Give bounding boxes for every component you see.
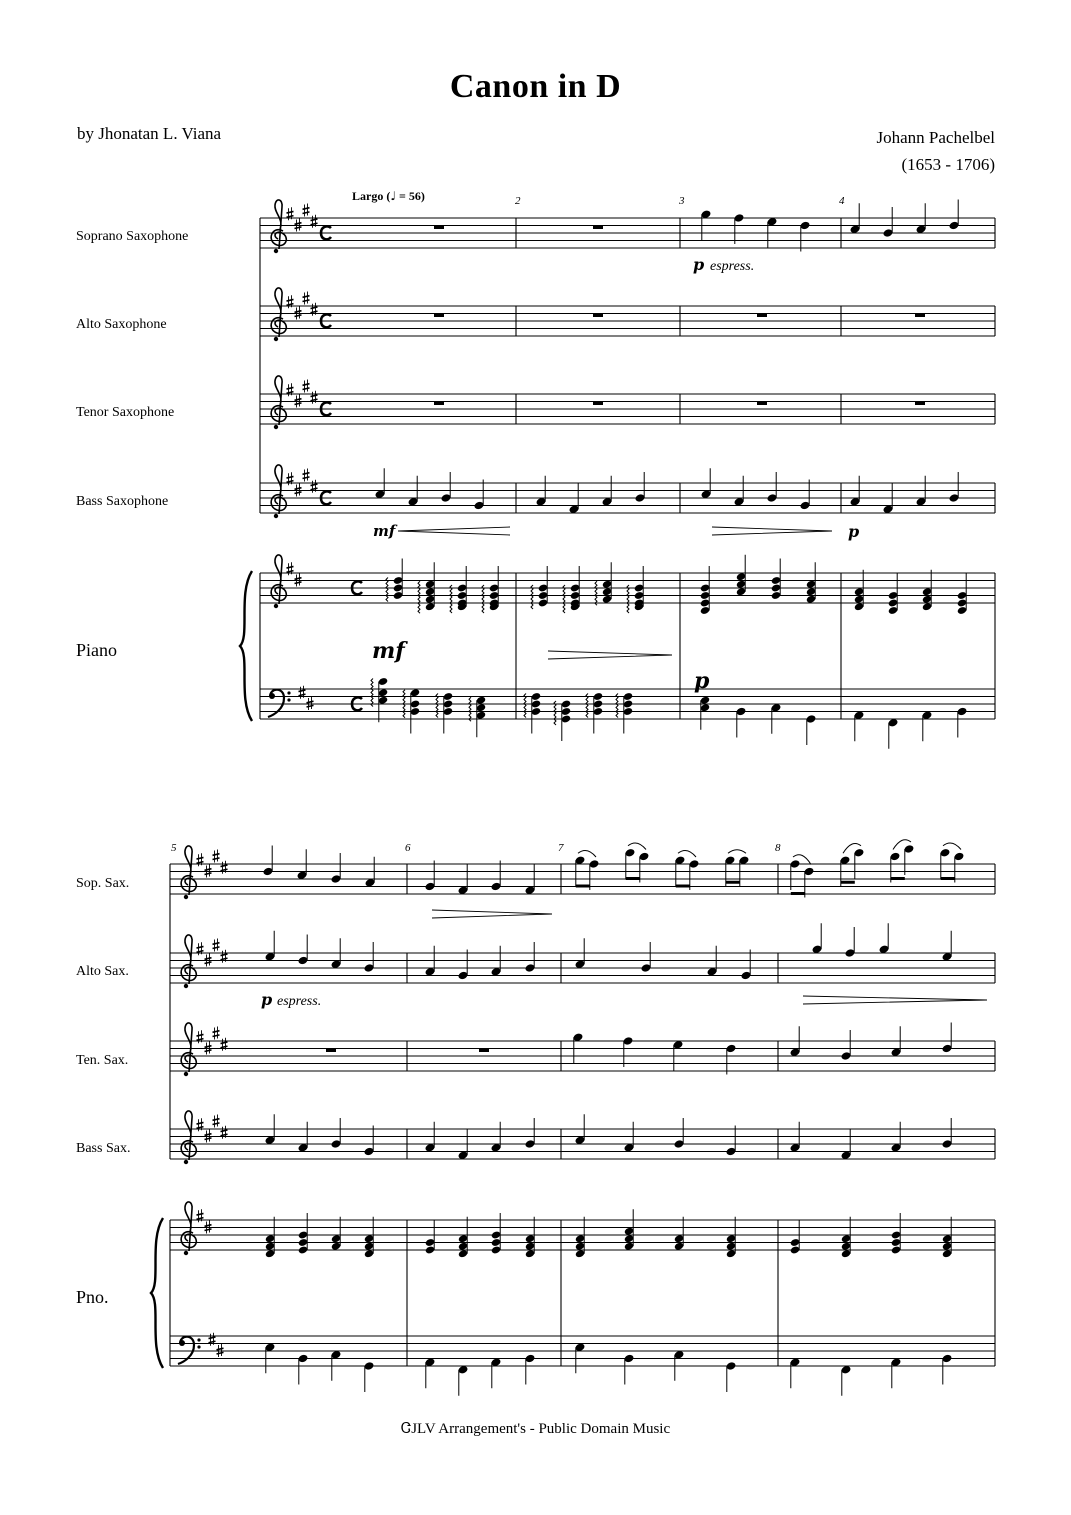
whole-rest <box>915 314 925 318</box>
chord-note-head <box>570 583 580 592</box>
dynamic-p: p <box>848 522 860 541</box>
piano-bass-staff <box>170 1336 995 1366</box>
chord-note-head <box>674 1242 684 1251</box>
chord-note-head <box>888 591 898 600</box>
chord-note-head <box>854 602 864 611</box>
chord-note-head <box>726 1249 736 1258</box>
whole-rest <box>434 226 444 230</box>
saxophone-staff <box>170 864 995 894</box>
chord-note-head <box>623 692 633 701</box>
tempo-value: = 56) <box>396 189 425 203</box>
chord-note-head <box>531 707 541 716</box>
treble-clef-icon <box>181 1111 196 1164</box>
sharp-icon <box>213 1115 220 1128</box>
treble-clef-icon <box>271 288 286 341</box>
chord-note-head <box>525 1242 535 1251</box>
chord-note-head <box>265 1249 275 1258</box>
measure-number: 4 <box>839 195 845 207</box>
chord-note-head <box>364 1249 374 1258</box>
chord-note-head <box>570 591 580 600</box>
chord-note-head <box>771 576 781 585</box>
instrument-label-alto: Alto Sax. <box>76 964 129 979</box>
chord-note-head <box>593 699 603 708</box>
chord-note-head <box>364 1234 374 1243</box>
treble-clef-icon <box>271 555 286 608</box>
chord-note-head <box>525 1249 535 1258</box>
instrument-label-soprano: Sop. Sax. <box>76 876 130 891</box>
chord-note-head <box>538 583 548 592</box>
sharp-icon <box>295 574 302 587</box>
chord-note-head <box>491 1238 501 1247</box>
treble-clef-icon <box>271 465 286 518</box>
chord-note-head <box>561 714 571 723</box>
chord-note-head <box>602 580 612 589</box>
sharp-icon <box>213 939 220 952</box>
chord-note-head <box>425 1245 435 1254</box>
chord-note-head <box>476 703 486 712</box>
chord-note-head <box>378 677 388 686</box>
dynamic-p: p <box>261 990 273 1009</box>
sharp-icon <box>295 219 302 232</box>
chord-note-head <box>942 1249 952 1258</box>
chord-note-head <box>771 591 781 600</box>
chord-note-head <box>602 595 612 604</box>
measure-number: 5 <box>171 842 177 854</box>
chord-note-head <box>489 583 499 592</box>
chord-note-head <box>624 1234 634 1243</box>
chord-note-head <box>624 1227 634 1236</box>
whole-rest <box>326 1049 336 1053</box>
chord-note-head <box>700 606 710 615</box>
chord-note-head <box>888 598 898 607</box>
chord-note-head <box>957 591 967 600</box>
chord-note-head <box>457 583 467 592</box>
chord-note-head <box>957 598 967 607</box>
chord-note-head <box>538 591 548 600</box>
chord-note-head <box>443 699 453 708</box>
chord-note-head <box>575 1249 585 1258</box>
dynamic-mf: mf <box>373 522 396 540</box>
arpeggio-mark <box>450 585 452 613</box>
chord-note-head <box>425 602 435 611</box>
instrument-label-piano: Pno. <box>76 1287 109 1307</box>
arpeggio-mark <box>554 701 556 725</box>
arpeggio-mark <box>418 581 420 613</box>
instrument-label-tenor: Tenor Saxophone <box>76 405 175 420</box>
chord-note-head <box>700 703 710 712</box>
chord-note-head <box>841 1249 851 1258</box>
quarter-note-icon: ♩ <box>390 189 396 203</box>
whole-rest <box>757 402 767 406</box>
chord-note-head <box>771 583 781 592</box>
whole-rest <box>593 402 603 406</box>
tempo-label: Largo ( <box>352 189 391 203</box>
treble-clef-icon <box>181 1023 196 1076</box>
whole-rest <box>757 314 767 318</box>
sharp-icon <box>295 395 302 408</box>
chord-note-head <box>593 707 603 716</box>
chord-note-head <box>700 696 710 705</box>
arpeggio-mark <box>595 581 597 605</box>
chord-note-head <box>624 1242 634 1251</box>
decrescendo-hairpin <box>803 996 987 1004</box>
saxophone-staff <box>260 306 995 336</box>
chord-note-head <box>265 1242 275 1251</box>
arpeggio-mark <box>531 585 533 609</box>
treble-clef-icon <box>271 200 286 253</box>
measure-number: 2 <box>515 195 521 207</box>
instrument-label-bass: Bass Sax. <box>76 1141 131 1156</box>
sharp-icon <box>217 1344 224 1357</box>
whole-rest <box>479 1049 489 1053</box>
score-title: Canon in D <box>449 68 622 105</box>
chord-note-head <box>443 692 453 701</box>
chord-note-head <box>922 587 932 596</box>
sharp-icon <box>205 954 212 967</box>
chord-note-head <box>298 1238 308 1247</box>
whole-rest <box>434 314 444 318</box>
treble-clef-icon <box>181 1202 196 1255</box>
bass-clef-icon <box>268 690 291 717</box>
chord-note-head <box>942 1234 952 1243</box>
chord-note-head <box>891 1230 901 1239</box>
chord-note-head <box>891 1238 901 1247</box>
chord-note-head <box>298 1245 308 1254</box>
chord-note-head <box>458 1249 468 1258</box>
treble-clef-icon <box>181 846 196 899</box>
decrescendo-hairpin <box>432 910 552 918</box>
chord-note-head <box>491 1245 501 1254</box>
chord-note-head <box>634 583 644 592</box>
whole-rest <box>915 402 925 406</box>
footer-copyright: ᏣJLV Arrangement's - Public Domain Music <box>400 1421 671 1437</box>
arranger-credit: by Jhonatan L. Viana <box>77 124 222 143</box>
sharp-icon <box>295 484 302 497</box>
treble-clef-icon <box>181 935 196 988</box>
instrument-label-alto: Alto Saxophone <box>76 317 167 332</box>
chord-note-head <box>476 696 486 705</box>
chord-note-head <box>331 1234 341 1243</box>
dynamic-p: p <box>693 255 705 274</box>
chord-note-head <box>531 692 541 701</box>
chord-note-head <box>623 707 633 716</box>
chord-note-head <box>634 591 644 600</box>
slur <box>578 850 596 857</box>
chord-note-head <box>531 699 541 708</box>
chord-note-head <box>736 587 746 596</box>
chord-note-head <box>458 1242 468 1251</box>
chord-note-head <box>726 1234 736 1243</box>
chord-note-head <box>957 606 967 615</box>
decrescendo-hairpin <box>712 527 832 535</box>
chord-note-head <box>265 1234 275 1243</box>
arpeggio-mark <box>469 697 471 721</box>
instrument-label-tenor: Ten. Sax. <box>76 1053 129 1068</box>
chord-note-head <box>457 591 467 600</box>
sharp-icon <box>205 1042 212 1055</box>
chord-note-head <box>700 591 710 600</box>
chord-note-head <box>393 583 403 592</box>
measure-number: 8 <box>775 842 781 854</box>
saxophone-staff <box>170 1041 995 1071</box>
chord-note-head <box>458 1234 468 1243</box>
chord-note-head <box>443 707 453 716</box>
chord-note-head <box>476 711 486 720</box>
instrument-label-piano: Piano <box>76 640 118 660</box>
chord-note-head <box>410 707 420 716</box>
arpeggio-mark <box>627 585 629 613</box>
chord-note-head <box>806 580 816 589</box>
chord-note-head <box>854 587 864 596</box>
chord-note-head <box>888 606 898 615</box>
chord-note-head <box>561 699 571 708</box>
sharp-icon <box>303 204 310 217</box>
chord-note-head <box>593 692 603 701</box>
chord-note-head <box>790 1238 800 1247</box>
slur <box>678 850 696 857</box>
chord-note-head <box>410 699 420 708</box>
chord-note-head <box>602 587 612 596</box>
piano-brace <box>240 571 252 721</box>
slur <box>628 843 646 850</box>
chord-note-head <box>393 591 403 600</box>
chord-note-head <box>806 595 816 604</box>
whole-rest <box>593 226 603 230</box>
sharp-icon <box>213 1027 220 1040</box>
chord-note-head <box>575 1242 585 1251</box>
chord-note-head <box>364 1242 374 1251</box>
instrument-label-soprano: Soprano Saxophone <box>76 229 189 244</box>
decrescendo-hairpin <box>548 651 672 659</box>
whole-rest <box>434 402 444 406</box>
chord-note-head <box>854 595 864 604</box>
slur <box>943 843 961 850</box>
crescendo-hairpin <box>398 527 510 535</box>
espressivo-text: espress. <box>277 994 322 1009</box>
bass-clef-icon <box>178 1337 201 1364</box>
chord-note-head <box>922 595 932 604</box>
arpeggio-mark <box>482 585 484 613</box>
measure-number: 6 <box>405 842 411 854</box>
instrument-label-bass: Bass Saxophone <box>76 494 169 509</box>
chord-note-head <box>841 1242 851 1251</box>
chord-note-head <box>891 1245 901 1254</box>
chord-note-head <box>674 1234 684 1243</box>
arpeggio-mark <box>371 679 373 707</box>
arpeggio-mark <box>616 694 618 718</box>
dynamic-p: p <box>694 668 710 694</box>
chord-note-head <box>790 1245 800 1254</box>
chord-note-head <box>298 1230 308 1239</box>
chord-note-head <box>489 591 499 600</box>
sharp-icon <box>303 380 310 393</box>
chord-note-head <box>425 1238 435 1247</box>
chord-note-head <box>425 580 435 589</box>
chord-note-head <box>491 1230 501 1239</box>
arpeggio-mark <box>524 694 526 718</box>
chord-note-head <box>378 696 388 705</box>
chord-note-head <box>393 576 403 585</box>
chord-note-head <box>922 602 932 611</box>
chord-note-head <box>623 699 633 708</box>
whole-rest <box>593 314 603 318</box>
saxophone-staff <box>260 394 995 424</box>
dynamic-mf: mf <box>372 638 405 664</box>
sharp-icon <box>307 697 314 710</box>
chord-note-head <box>425 595 435 604</box>
chord-note-head <box>561 707 571 716</box>
measure-number: 7 <box>558 842 564 854</box>
chord-note-head <box>538 598 548 607</box>
composer-dates: (1653 - 1706) <box>901 155 995 174</box>
chord-note-head <box>331 1242 341 1251</box>
chord-note-head <box>575 1234 585 1243</box>
arpeggio-mark <box>436 694 438 718</box>
chord-note-head <box>525 1234 535 1243</box>
sharp-icon <box>205 1130 212 1143</box>
arpeggio-mark <box>586 694 588 718</box>
sharp-icon <box>205 1221 212 1234</box>
sharp-icon <box>213 850 220 863</box>
chord-note-head <box>806 587 816 596</box>
arpeggio-mark <box>386 578 388 602</box>
chord-note-head <box>410 688 420 697</box>
chord-note-head <box>700 583 710 592</box>
sharp-icon <box>303 469 310 482</box>
sharp-icon <box>295 307 302 320</box>
slur <box>728 850 746 854</box>
arpeggio-mark <box>563 585 565 613</box>
saxophone-staff <box>170 1129 995 1159</box>
composer-name: Johann Pachelbel <box>876 128 995 147</box>
sharp-icon <box>303 292 310 305</box>
chord-note-head <box>736 580 746 589</box>
saxophone-staff <box>170 953 995 983</box>
chord-note-head <box>378 688 388 697</box>
treble-clef-icon <box>271 376 286 429</box>
chord-note-head <box>942 1242 952 1251</box>
espressivo-text: espress. <box>710 259 755 274</box>
piano-brace <box>151 1218 163 1368</box>
chord-note-head <box>726 1242 736 1251</box>
chord-note-head <box>736 572 746 581</box>
chord-note-head <box>425 587 435 596</box>
measure-number: 3 <box>679 195 685 207</box>
sharp-icon <box>205 865 212 878</box>
chord-note-head <box>700 598 710 607</box>
chord-note-head <box>841 1234 851 1243</box>
